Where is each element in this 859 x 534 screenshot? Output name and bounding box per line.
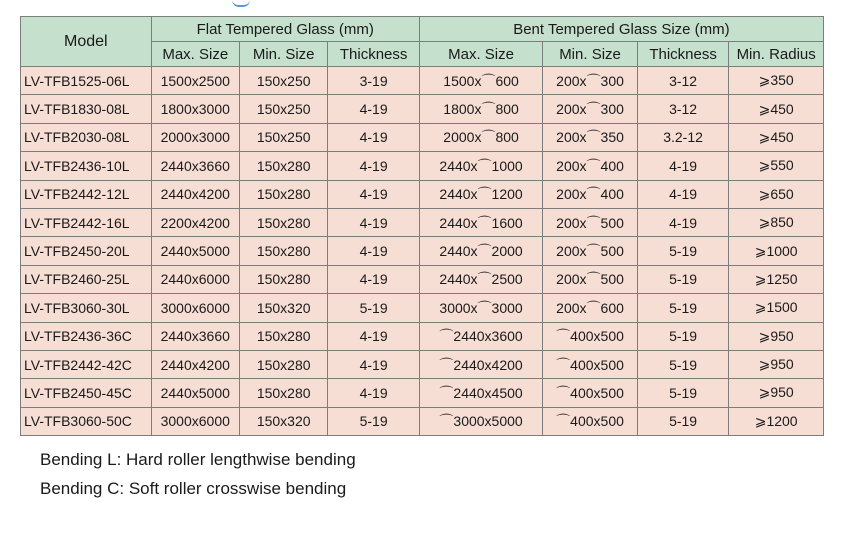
cell-flat-min: 150x280 (239, 208, 327, 236)
cell-bent-radius: ⩾450 (729, 123, 824, 151)
cell-bent-radius: ⩾850 (729, 208, 824, 236)
cell-bent-min: 200x⌒400 (543, 180, 638, 208)
header-bent-thickness: Thickness (637, 42, 729, 67)
cell-flat-min: 150x280 (239, 265, 327, 293)
cell-model: LV-TFB2436-36C (21, 322, 152, 350)
cell-flat-min: 150x250 (239, 67, 327, 95)
cell-bent-min: 200x⌒350 (543, 123, 638, 151)
cell-bent-max: 1800x⌒800 (419, 95, 542, 123)
cell-model: LV-TFB3060-50C (21, 407, 152, 435)
cell-flat-thickness: 4-19 (328, 208, 420, 236)
cell-flat-max: 2440x6000 (151, 265, 239, 293)
cell-bent-max: 2440x⌒2000 (419, 237, 542, 265)
header-flat-max: Max. Size (151, 42, 239, 67)
cell-bent-radius: ⩾950 (729, 322, 824, 350)
cell-bent-min: ⌒400x500 (543, 350, 638, 378)
cell-bent-radius: ⩾950 (729, 350, 824, 378)
cell-bent-thickness: 4-19 (637, 208, 729, 236)
header-bent-min: Min. Size (543, 42, 638, 67)
cell-bent-max: ⌒2440x4200 (419, 350, 542, 378)
cell-flat-max: 1500x2500 (151, 67, 239, 95)
cell-flat-thickness: 4-19 (328, 322, 420, 350)
cell-bent-radius: ⩾1200 (729, 407, 824, 435)
table-row (21, 67, 824, 95)
cell-bent-max: 2440x⌒1000 (419, 152, 542, 180)
cell-bent-thickness: 3-12 (637, 67, 729, 95)
cell-flat-max: 2440x4200 (151, 350, 239, 378)
header-bent-group: Bent Tempered Glass Size (mm) (419, 17, 823, 42)
table-row (21, 294, 824, 322)
cell-bent-radius: ⩾950 (729, 379, 824, 407)
cell-bent-thickness: 4-19 (637, 180, 729, 208)
cell-model: LV-TFB2442-42C (21, 350, 152, 378)
cell-flat-max: 2440x5000 (151, 379, 239, 407)
cell-model: LV-TFB1525-06L (21, 67, 152, 95)
cell-flat-max: 2200x4200 (151, 208, 239, 236)
cell-model: LV-TFB2460-25L (21, 265, 152, 293)
table-row (21, 237, 824, 265)
header-flat-thickness: Thickness (328, 42, 420, 67)
cell-bent-max: 2440x⌒2500 (419, 265, 542, 293)
cell-bent-thickness: 5-19 (637, 265, 729, 293)
cell-bent-min: 200x⌒300 (543, 95, 638, 123)
header-bent-radius: Min. Radius (729, 42, 824, 67)
cell-bent-min: 200x⌒600 (543, 294, 638, 322)
cell-bent-min: 200x⌒300 (543, 67, 638, 95)
bending-notes (40, 445, 356, 503)
table-row (21, 379, 824, 407)
cell-bent-max: 3000x⌒3000 (419, 294, 542, 322)
cell-flat-thickness: 4-19 (328, 180, 420, 208)
cell-flat-thickness: 5-19 (328, 407, 420, 435)
cell-flat-thickness: 4-19 (328, 123, 420, 151)
cell-bent-max: 2440x⌒1600 (419, 208, 542, 236)
cell-model: LV-TFB2442-12L (21, 180, 152, 208)
cell-flat-min: 150x280 (239, 350, 327, 378)
cell-bent-thickness: 5-19 (637, 294, 729, 322)
cell-bent-thickness: 3.2-12 (637, 123, 729, 151)
cell-flat-min: 150x280 (239, 379, 327, 407)
table-row (21, 152, 824, 180)
cell-bent-min: ⌒400x500 (543, 322, 638, 350)
cell-flat-max: 2440x5000 (151, 237, 239, 265)
cell-flat-max: 3000x6000 (151, 294, 239, 322)
cell-flat-thickness: 5-19 (328, 294, 420, 322)
cell-bent-thickness: 3-12 (637, 95, 729, 123)
header-flat-group: Flat Tempered Glass (mm) (151, 17, 419, 42)
cell-flat-min: 150x280 (239, 180, 327, 208)
cell-bent-min: 200x⌒500 (543, 208, 638, 236)
cell-bent-thickness: 5-19 (637, 350, 729, 378)
cell-model: LV-TFB1830-08L (21, 95, 152, 123)
cell-bent-radius: ⩾1500 (729, 294, 824, 322)
header-flat-min: Min. Size (239, 42, 327, 67)
note-bending-c: Bending C: Soft roller crosswise bending (40, 479, 347, 498)
cell-bent-thickness: 5-19 (637, 237, 729, 265)
cell-bent-max: ⌒2440x3600 (419, 322, 542, 350)
cell-flat-min: 150x280 (239, 152, 327, 180)
cell-bent-max: ⌒2440x4500 (419, 379, 542, 407)
cell-flat-thickness: 4-19 (328, 379, 420, 407)
header-bent-max: Max. Size (419, 42, 542, 67)
cell-bent-min: 200x⌒400 (543, 152, 638, 180)
cell-flat-thickness: 3-19 (328, 67, 420, 95)
cell-flat-thickness: 4-19 (328, 95, 420, 123)
cell-model: LV-TFB2442-16L (21, 208, 152, 236)
cell-bent-radius: ⩾450 (729, 95, 824, 123)
table-row (21, 95, 824, 123)
cell-bent-min: ⌒400x500 (543, 379, 638, 407)
cell-bent-radius: ⩾650 (729, 180, 824, 208)
cell-flat-max: 3000x6000 (151, 407, 239, 435)
cell-flat-min: 150x320 (239, 294, 327, 322)
cell-bent-max: 2440x⌒1200 (419, 180, 542, 208)
cell-bent-min: 200x⌒500 (543, 265, 638, 293)
cell-model: LV-TFB2450-20L (21, 237, 152, 265)
cell-flat-max: 1800x3000 (151, 95, 239, 123)
cell-bent-thickness: 5-19 (637, 379, 729, 407)
cell-bent-radius: ⩾550 (729, 152, 824, 180)
cell-flat-max: 2440x3660 (151, 152, 239, 180)
cell-model: LV-TFB2436-10L (21, 152, 152, 180)
glass-spec-table (20, 16, 824, 436)
cell-model: LV-TFB2030-08L (21, 123, 152, 151)
cell-flat-min: 150x250 (239, 95, 327, 123)
cell-flat-thickness: 4-19 (328, 265, 420, 293)
table-body (21, 67, 824, 436)
table-row (21, 208, 824, 236)
cell-bent-thickness: 5-19 (637, 322, 729, 350)
cell-model: LV-TFB3060-30L (21, 294, 152, 322)
table-row (21, 265, 824, 293)
table-row (21, 180, 824, 208)
cell-flat-thickness: 4-19 (328, 350, 420, 378)
note-bending-l: Bending L: Hard roller lengthwise bending (40, 450, 356, 469)
table-row (21, 322, 824, 350)
cell-flat-max: 2440x3660 (151, 322, 239, 350)
cell-bent-max: 1500x⌒600 (419, 67, 542, 95)
cell-bent-radius: ⩾1000 (729, 237, 824, 265)
cell-flat-min: 150x280 (239, 322, 327, 350)
cell-bent-max: 2000x⌒800 (419, 123, 542, 151)
cell-model: LV-TFB2450-45C (21, 379, 152, 407)
cell-flat-max: 2440x4200 (151, 180, 239, 208)
cell-flat-min: 150x250 (239, 123, 327, 151)
header-row-groups (21, 17, 824, 42)
cell-flat-thickness: 4-19 (328, 152, 420, 180)
table-row (21, 123, 824, 151)
cell-bent-min: 200x⌒500 (543, 237, 638, 265)
cell-bent-thickness: 5-19 (637, 407, 729, 435)
header-model: Model (21, 17, 152, 67)
cell-flat-min: 150x320 (239, 407, 327, 435)
top-accent-decoration (232, 0, 250, 7)
cell-bent-max: ⌒3000x5000 (419, 407, 542, 435)
cell-bent-radius: ⩾350 (729, 67, 824, 95)
table-row (21, 407, 824, 435)
table-row (21, 350, 824, 378)
cell-flat-min: 150x280 (239, 237, 327, 265)
cell-bent-radius: ⩾1250 (729, 265, 824, 293)
cell-bent-min: ⌒400x500 (543, 407, 638, 435)
cell-flat-max: 2000x3000 (151, 123, 239, 151)
cell-bent-thickness: 4-19 (637, 152, 729, 180)
table-header (21, 17, 824, 67)
cell-flat-thickness: 4-19 (328, 237, 420, 265)
